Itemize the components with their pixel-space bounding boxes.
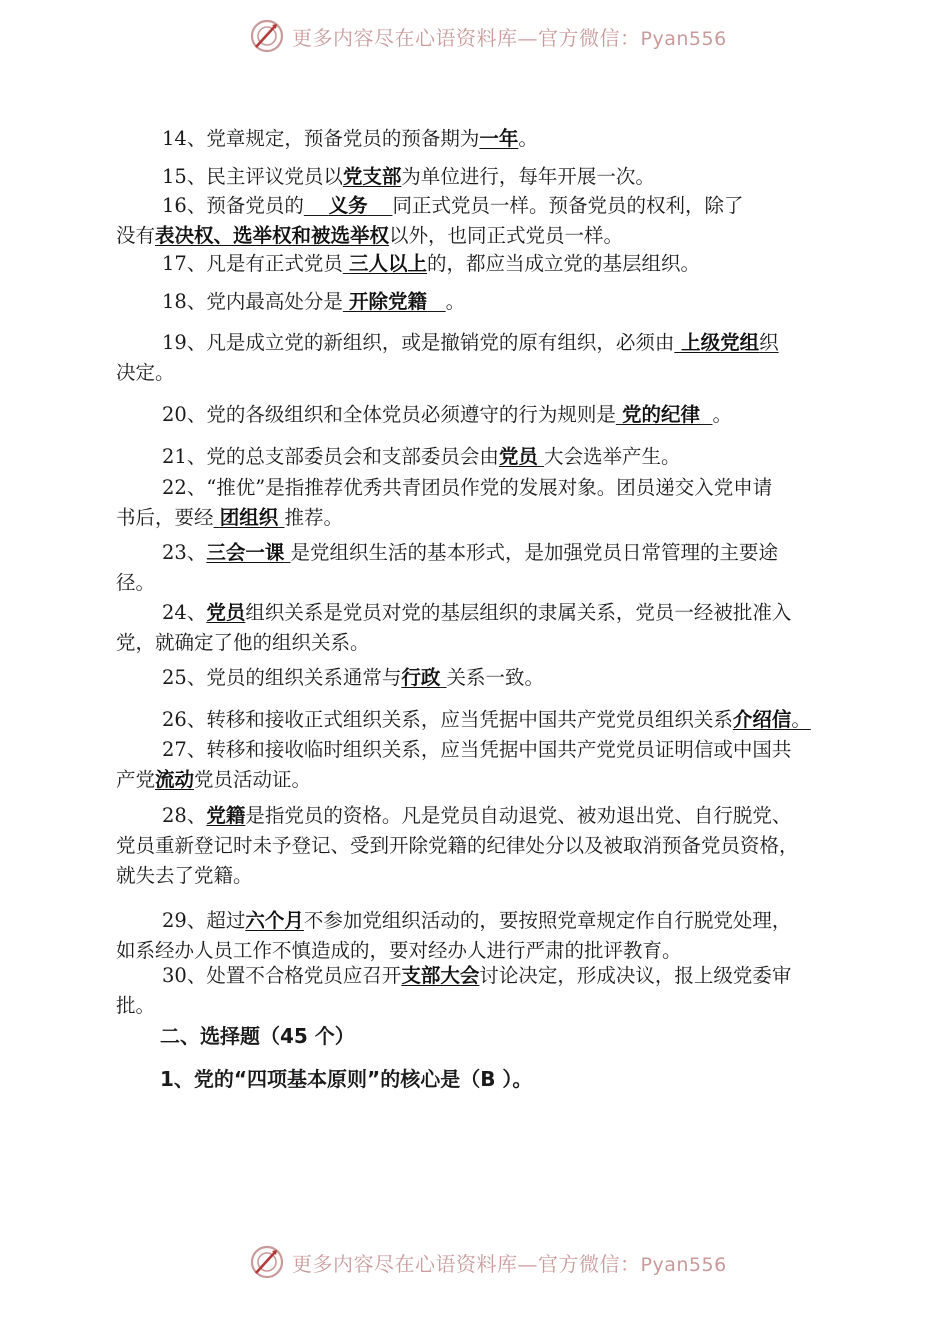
question-text: 书后，要经 (116, 506, 214, 529)
question-16 (116, 191, 860, 251)
question-line (116, 503, 860, 533)
question-14 (116, 124, 860, 154)
question-text: 的，都应当成立党的基层组织。 (427, 252, 701, 275)
answer-text: 流动 (155, 768, 195, 791)
question-text: 29、超过 (162, 909, 246, 932)
question-line (116, 663, 860, 693)
question-text: 21、党的总支部委员会和支部委员会由 (162, 445, 499, 468)
question-text: 是指党员的资格。凡是党员自动退党、被劝退出党、自行脱党、 (245, 804, 792, 827)
question-text: 如系经办人员工作不慎造成的，要对经办人进行严肃的批评教育。 (116, 939, 682, 962)
question-text: 20、党的各级组织和全体党员必须遵守的行为规则是 (162, 403, 616, 426)
question-text: 。 (445, 290, 466, 313)
question-line (116, 162, 860, 192)
question-text: 27、转移和接收临时组织关系，应当凭据中国共产党党员证明信或中国共 (162, 738, 792, 761)
question-text: 讨论决定，形成决议，报上级党委审 (479, 964, 792, 987)
question-18 (116, 287, 860, 317)
question-text: 19、凡是成立党的新组织，或是撤销党的原有组织，必须由 (162, 331, 675, 354)
question-text: 就失去了党籍。 (116, 864, 253, 887)
question-line (116, 861, 860, 891)
blank-underline (368, 194, 393, 217)
question-text: 18、党内最高处分是 (162, 290, 343, 313)
question-19 (116, 328, 860, 388)
question-text: 没有 (116, 224, 156, 247)
question-line (116, 400, 860, 430)
banner-wechat-id: Pyan556 (640, 1253, 727, 1276)
answer-text: 义务 (328, 194, 368, 217)
question-text: 产党 (116, 768, 156, 791)
question-line (116, 705, 860, 735)
answer-text: 三会一课 (206, 541, 285, 564)
choice-question-1: 1、党的“四项基本原则”的核心是（B ）。 (160, 1067, 533, 1091)
question-22 (116, 473, 860, 533)
question-text: 党员活动证。 (194, 768, 312, 791)
question-text: 15、民主评议党员以 (162, 165, 343, 188)
question-line (116, 191, 860, 221)
question-text: 23、 (162, 541, 207, 564)
question-29 (116, 906, 860, 966)
question-27 (116, 735, 860, 795)
question-line (116, 568, 860, 598)
answer-text: 一年 (479, 127, 519, 150)
question-line (116, 442, 860, 472)
question-line (116, 473, 860, 503)
answer-text: 行政 (401, 666, 441, 689)
question-text: 30、处置不合格党员应召开 (162, 964, 402, 987)
logo-icon (250, 1245, 284, 1279)
banner-text (292, 22, 727, 51)
question-line (116, 991, 860, 1021)
footer-banner (250, 1244, 727, 1280)
question-line (116, 735, 860, 765)
question-26 (116, 705, 860, 735)
question-text: 22、“推优”是指推荐优秀共青团员作党的发展对象。团员递交入党申请 (162, 476, 773, 499)
question-text: 大会选举产生。 (544, 445, 681, 468)
question-28 (116, 801, 860, 891)
question-24 (116, 598, 860, 658)
question-text: 关系一致。 (446, 666, 545, 689)
question-line (116, 221, 860, 251)
question-line (116, 358, 860, 388)
answer-text: 党员 (206, 601, 246, 624)
question-23 (116, 538, 860, 598)
question-text: 决定。 (116, 361, 175, 384)
question-text: 径。 (116, 571, 156, 594)
question-line (116, 328, 860, 358)
question-line (116, 906, 860, 936)
question-17 (116, 249, 860, 279)
question-text: 24、 (162, 601, 207, 624)
question-text: 是党组织生活的基本形式，是加强党员日常管理的主要途 (290, 541, 779, 564)
question-line (116, 961, 860, 991)
header-banner (250, 18, 727, 54)
question-20 (116, 400, 860, 430)
question-text: 。 (518, 127, 538, 150)
question-line (116, 628, 860, 658)
question-line (116, 538, 860, 568)
question-text: 不参加党组织活动的，要按照党章规定作自行脱党处理， (303, 909, 792, 932)
question-text: 28、 (162, 804, 207, 827)
banner-text (292, 1248, 727, 1277)
question-30 (116, 961, 860, 1021)
question-line (116, 287, 860, 317)
answer-text: 六个月 (245, 909, 304, 932)
banner-slogan: 更多内容尽在心语资料库—官方微信： (292, 1251, 641, 1276)
answer-text: 党的纪律 (622, 403, 701, 426)
question-text: 17、凡是有正式党员 (162, 252, 343, 275)
answer-text: 支部大会 (401, 964, 480, 987)
blank-underline: 。 (791, 708, 811, 731)
blank-underline: 织 (759, 331, 779, 354)
answer-text: 开除党籍 (349, 290, 428, 313)
question-text: 党员重新登记时未予登记、受到开除党籍的纪律处分以及被取消预备党员资格， (116, 834, 799, 857)
question-text: 同正式党员一样。预备党员的权利，除了 (392, 194, 744, 217)
question-line (116, 765, 860, 795)
question-line (116, 124, 860, 154)
question-text: 16、预备党员的 (162, 194, 304, 217)
question-text: 党，就确定了他的组织关系。 (116, 631, 370, 654)
blank-underline (304, 194, 329, 217)
question-line (116, 598, 860, 628)
question-text: 25、党员的组织关系通常与 (162, 666, 402, 689)
answer-text: 介绍信 (732, 708, 792, 731)
section-title: 二、选择题（45 个） (160, 1024, 355, 1048)
question-text: 为单位进行，每年开展一次。 (401, 165, 655, 188)
question-21 (116, 442, 860, 472)
banner-wechat-id: Pyan556 (640, 27, 727, 50)
question-text: 推荐。 (284, 506, 343, 529)
question-text: 。 (712, 403, 732, 426)
answer-text: 表决权、选举权和被选举权 (155, 224, 390, 247)
answer-text: 三人以上 (349, 252, 428, 275)
question-text: 26、转移和接收正式组织关系，应当凭据中国共产党党员组织关系 (162, 708, 733, 731)
answer-text: 团组织 (219, 506, 279, 529)
question-text: 组织关系是党员对党的基层组织的隶属关系，党员一经被批准入 (245, 601, 792, 624)
question-line (116, 801, 860, 831)
question-text: 14、党章规定，预备党员的预备期为 (162, 127, 480, 150)
blank-underline (427, 290, 446, 313)
answer-text: 党籍 (206, 804, 246, 827)
question-15 (116, 162, 860, 192)
question-line (116, 831, 860, 861)
answer-text: 上级党组 (674, 331, 760, 354)
answer-text: 党支部 (342, 165, 402, 188)
answer-text: 党员 (498, 445, 538, 468)
blank-underline (700, 403, 712, 426)
question-line (116, 249, 860, 279)
logo-icon (250, 19, 284, 53)
question-25 (116, 663, 860, 693)
question-text: 以外，也同正式党员一样。 (389, 224, 624, 247)
question-text: 批。 (116, 994, 156, 1017)
banner-slogan: 更多内容尽在心语资料库—官方微信： (292, 25, 641, 50)
